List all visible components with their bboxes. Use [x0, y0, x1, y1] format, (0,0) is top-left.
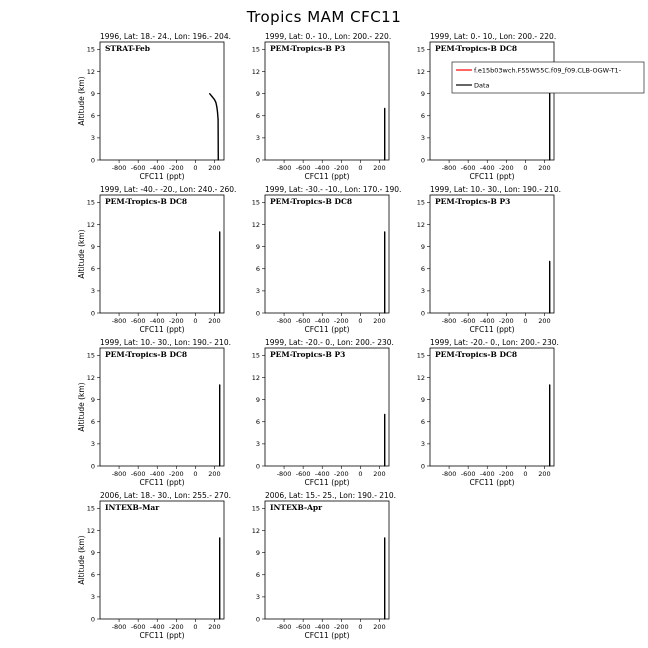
x-tick-label: 200 [373, 470, 386, 478]
data-point [217, 111, 218, 112]
x-axis-label: CFC11 (ppt) [469, 478, 515, 487]
panel-frame [265, 42, 389, 160]
x-tick-label: -800 [111, 470, 127, 478]
panel-header: 1999, Lat: -20.- 0., Lon: 200.- 230. [265, 338, 394, 347]
x-tick-label: -600 [295, 164, 311, 172]
panel-header: 1999, Lat: -20.- 0., Lon: 200.- 230. [430, 338, 559, 347]
y-axis-label: Altitude (km) [77, 229, 86, 279]
y-axis-label: Altitude (km) [77, 76, 86, 126]
x-tick-label: -200 [168, 470, 184, 478]
y-tick-label: 0 [255, 156, 260, 165]
y-tick-label: 3 [255, 287, 260, 296]
y-tick-label: 9 [255, 242, 260, 251]
x-tick-label: 0 [358, 623, 363, 631]
panel-header: 1999, Lat: 10.- 30., Lon: 190.- 210. [430, 185, 561, 194]
y-tick-label: 15 [86, 45, 95, 54]
y-tick-label: 9 [255, 89, 260, 98]
data-point [549, 261, 550, 262]
legend-label-data: Data [474, 81, 490, 90]
data-point [549, 312, 550, 313]
panel-header: 1999, Lat: -40.- -20., Lon: 240.- 260. [100, 185, 237, 194]
y-tick-label: 12 [86, 373, 95, 382]
y-tick-label: 15 [251, 198, 260, 207]
y-tick-label: 12 [416, 220, 425, 229]
x-tick-label: -400 [149, 470, 165, 478]
data-point [211, 96, 212, 97]
x-tick-label: 0 [193, 317, 198, 325]
x-axis-label: CFC11 (ppt) [304, 172, 350, 181]
x-tick-label: -200 [333, 164, 349, 172]
y-tick-label: 0 [255, 615, 260, 624]
y-tick-label: 0 [90, 156, 95, 165]
panel-1 [77, 32, 231, 181]
data-point [219, 231, 220, 232]
data-point [219, 618, 220, 619]
x-tick-label: -800 [276, 317, 292, 325]
y-tick-label: 3 [90, 440, 95, 449]
y-tick-label: 6 [90, 418, 95, 427]
x-tick-label: -400 [314, 623, 330, 631]
y-tick-label: 15 [86, 351, 95, 360]
x-tick-label: -600 [460, 317, 476, 325]
x-tick-label: 200 [538, 470, 551, 478]
panel-frame [100, 348, 224, 466]
panel-label: PEM-Tropics-B DC8 [105, 350, 188, 359]
data-point [384, 618, 385, 619]
data-point [215, 102, 216, 103]
x-tick-label: -600 [460, 470, 476, 478]
panel-8 [252, 338, 394, 487]
y-tick-label: 3 [255, 593, 260, 602]
y-tick-label: 6 [420, 418, 425, 427]
data-point [384, 465, 385, 466]
data-point [384, 537, 385, 538]
y-tick-label: 9 [90, 548, 95, 557]
x-axis-label: CFC11 (ppt) [139, 325, 185, 334]
x-tick-label: -600 [460, 164, 476, 172]
y-tick-label: 0 [420, 462, 425, 471]
x-tick-label: 200 [373, 317, 386, 325]
panel-label: PEM-Tropics-B P3 [435, 197, 511, 206]
panel-label: PEM-Tropics-B P3 [270, 350, 346, 359]
y-tick-label: 0 [90, 615, 95, 624]
panel-frame [100, 501, 224, 619]
y-tick-label: 12 [86, 526, 95, 535]
y-tick-label: 0 [90, 309, 95, 318]
y-tick-label: 15 [86, 504, 95, 513]
data-point [384, 108, 385, 109]
x-tick-label: -800 [276, 164, 292, 172]
x-tick-label: 200 [208, 623, 221, 631]
x-tick-label: -800 [111, 164, 127, 172]
y-tick-label: 6 [255, 112, 260, 121]
data-point [219, 465, 220, 466]
x-tick-label: 0 [193, 623, 198, 631]
x-axis-label: CFC11 (ppt) [139, 478, 185, 487]
data-point [219, 537, 220, 538]
x-tick-label: -200 [333, 623, 349, 631]
x-axis-label: CFC11 (ppt) [469, 172, 515, 181]
data-point [549, 159, 550, 160]
x-tick-label: -600 [295, 470, 311, 478]
y-tick-label: 6 [255, 571, 260, 580]
x-tick-label: -200 [168, 623, 184, 631]
x-tick-label: 200 [208, 164, 221, 172]
y-tick-label: 9 [90, 89, 95, 98]
y-tick-label: 0 [420, 156, 425, 165]
x-tick-label: -400 [149, 317, 165, 325]
x-axis-label: CFC11 (ppt) [304, 325, 350, 334]
panel-frame [265, 501, 389, 619]
y-tick-label: 3 [420, 287, 425, 296]
panel-6 [417, 185, 561, 334]
x-tick-label: -400 [479, 470, 495, 478]
panel-label: STRAT-Feb [105, 44, 151, 53]
y-tick-label: 9 [420, 395, 425, 404]
x-axis-label: CFC11 (ppt) [304, 631, 350, 640]
x-tick-label: 200 [538, 164, 551, 172]
y-tick-label: 3 [420, 134, 425, 143]
x-tick-label: -200 [498, 164, 514, 172]
y-tick-label: 3 [90, 134, 95, 143]
y-tick-label: 9 [255, 548, 260, 557]
x-axis-label: CFC11 (ppt) [139, 631, 185, 640]
panel-frame [100, 195, 224, 313]
data-point [214, 99, 215, 100]
panel-header: 1999, Lat: -30.- -10., Lon: 170.- 190. [265, 185, 402, 194]
y-tick-label: 9 [90, 395, 95, 404]
y-tick-label: 15 [86, 198, 95, 207]
x-tick-label: 0 [358, 164, 363, 172]
data-point [549, 384, 550, 385]
x-tick-label: -200 [333, 470, 349, 478]
x-tick-label: -200 [168, 164, 184, 172]
data-point [384, 159, 385, 160]
panel-label: INTEXB-Mar [105, 503, 160, 512]
panel-2 [252, 32, 392, 181]
x-tick-label: -800 [441, 317, 457, 325]
y-tick-label: 15 [251, 351, 260, 360]
y-tick-label: 6 [90, 265, 95, 274]
panel-frame [100, 42, 224, 160]
data-point [219, 312, 220, 313]
x-tick-label: -400 [479, 317, 495, 325]
panel-3 [417, 32, 557, 181]
panel-5 [252, 185, 402, 334]
x-tick-label: -200 [333, 317, 349, 325]
y-tick-label: 12 [86, 67, 95, 76]
panel-header: 1999, Lat: 0.- 10., Lon: 200.- 220. [265, 32, 392, 41]
x-tick-label: 200 [538, 317, 551, 325]
y-tick-label: 12 [416, 373, 425, 382]
legend-label-model: f.e15b03wch.F55W55C.f09_f09.CLB-OGW-T1- [474, 66, 622, 75]
panel-frame [430, 348, 554, 466]
y-tick-label: 0 [420, 309, 425, 318]
y-tick-label: 6 [420, 112, 425, 121]
panel-frame [265, 348, 389, 466]
data-point [384, 231, 385, 232]
x-tick-label: -800 [111, 317, 127, 325]
x-tick-label: -600 [130, 623, 146, 631]
data-point [384, 312, 385, 313]
panel-10 [77, 491, 231, 640]
y-tick-label: 12 [416, 67, 425, 76]
x-tick-label: -400 [314, 164, 330, 172]
x-tick-label: 0 [523, 317, 528, 325]
x-tick-label: -400 [149, 164, 165, 172]
data-point [218, 159, 219, 160]
x-tick-label: 200 [208, 317, 221, 325]
y-tick-label: 6 [255, 265, 260, 274]
x-axis-label: CFC11 (ppt) [139, 172, 185, 181]
x-tick-label: 0 [193, 164, 198, 172]
data-point [216, 106, 217, 107]
data-point [549, 465, 550, 466]
data-line [210, 94, 219, 160]
panel-header: 2006, Lat: 18.- 30., Lon: 255.- 270. [100, 491, 231, 500]
x-tick-label: -200 [168, 317, 184, 325]
y-tick-label: 3 [255, 440, 260, 449]
x-tick-label: -800 [111, 623, 127, 631]
x-tick-label: -200 [498, 317, 514, 325]
x-tick-label: 0 [523, 164, 528, 172]
x-tick-label: -600 [130, 470, 146, 478]
panel-label: PEM-Tropics-B DC8 [435, 44, 518, 53]
x-axis-label: CFC11 (ppt) [304, 478, 350, 487]
y-tick-label: 6 [255, 418, 260, 427]
panel-frame [430, 42, 554, 160]
data-point [219, 384, 220, 385]
x-axis-label: CFC11 (ppt) [469, 325, 515, 334]
panel-label: INTEXB-Apr [270, 503, 323, 512]
y-tick-label: 12 [251, 373, 260, 382]
y-tick-label: 9 [420, 242, 425, 251]
panel-header: 1999, Lat: 0.- 10., Lon: 200.- 220. [430, 32, 557, 41]
data-point [384, 414, 385, 415]
panel-label: PEM-Tropics-B P3 [270, 44, 346, 53]
x-tick-label: -400 [479, 164, 495, 172]
y-tick-label: 0 [90, 462, 95, 471]
legend [452, 62, 644, 93]
panel-header: 2006, Lat: 15.- 25., Lon: 190.- 210. [265, 491, 396, 500]
x-tick-label: -600 [295, 623, 311, 631]
y-tick-label: 12 [251, 526, 260, 535]
y-tick-label: 15 [416, 45, 425, 54]
panel-grid [77, 32, 561, 640]
panel-frame [265, 195, 389, 313]
y-tick-label: 12 [251, 67, 260, 76]
x-tick-label: -400 [149, 623, 165, 631]
panel-header: 1999, Lat: 10.- 30., Lon: 190.- 210. [100, 338, 231, 347]
x-tick-label: -600 [130, 164, 146, 172]
y-tick-label: 15 [251, 504, 260, 513]
x-tick-label: -400 [314, 470, 330, 478]
x-tick-label: -800 [276, 470, 292, 478]
panel-header: 1996, Lat: 18.- 24., Lon: 196.- 204. [100, 32, 231, 41]
y-tick-label: 3 [90, 287, 95, 296]
y-axis-label: Altitude (km) [77, 382, 86, 432]
x-tick-label: -600 [295, 317, 311, 325]
x-tick-label: -400 [314, 317, 330, 325]
figure-title: Tropics MAM CFC11 [246, 8, 402, 26]
y-tick-label: 6 [90, 112, 95, 121]
y-tick-label: 6 [90, 571, 95, 580]
panel-11 [252, 491, 396, 640]
y-tick-label: 12 [86, 220, 95, 229]
y-tick-label: 12 [251, 220, 260, 229]
x-tick-label: 0 [358, 470, 363, 478]
y-tick-label: 3 [90, 593, 95, 602]
panel-4 [77, 185, 236, 334]
y-tick-label: 0 [255, 462, 260, 471]
x-tick-label: 200 [208, 470, 221, 478]
panel-label: PEM-Tropics-B DC8 [105, 197, 188, 206]
x-tick-label: 0 [193, 470, 198, 478]
x-tick-label: 200 [373, 164, 386, 172]
y-tick-label: 0 [255, 309, 260, 318]
x-tick-label: -800 [441, 164, 457, 172]
y-tick-label: 15 [251, 45, 260, 54]
data-point [217, 119, 218, 120]
y-tick-label: 9 [255, 395, 260, 404]
y-tick-label: 6 [420, 265, 425, 274]
x-tick-label: 0 [523, 470, 528, 478]
y-tick-label: 15 [416, 198, 425, 207]
data-point [209, 93, 210, 94]
panel-7 [77, 338, 231, 487]
panel-label: PEM-Tropics-B DC8 [270, 197, 353, 206]
y-tick-label: 3 [255, 134, 260, 143]
y-tick-label: 3 [420, 440, 425, 449]
y-tick-label: 15 [416, 351, 425, 360]
panel-frame [430, 195, 554, 313]
x-tick-label: -800 [276, 623, 292, 631]
y-tick-label: 9 [90, 242, 95, 251]
y-axis-label: Altitude (km) [77, 535, 86, 585]
panel-9 [417, 338, 559, 487]
x-tick-label: -800 [441, 470, 457, 478]
x-tick-label: 200 [373, 623, 386, 631]
panel-label: PEM-Tropics-B DC8 [435, 350, 518, 359]
x-tick-label: -600 [130, 317, 146, 325]
x-tick-label: 0 [358, 317, 363, 325]
y-tick-label: 9 [420, 89, 425, 98]
x-tick-label: -200 [498, 470, 514, 478]
